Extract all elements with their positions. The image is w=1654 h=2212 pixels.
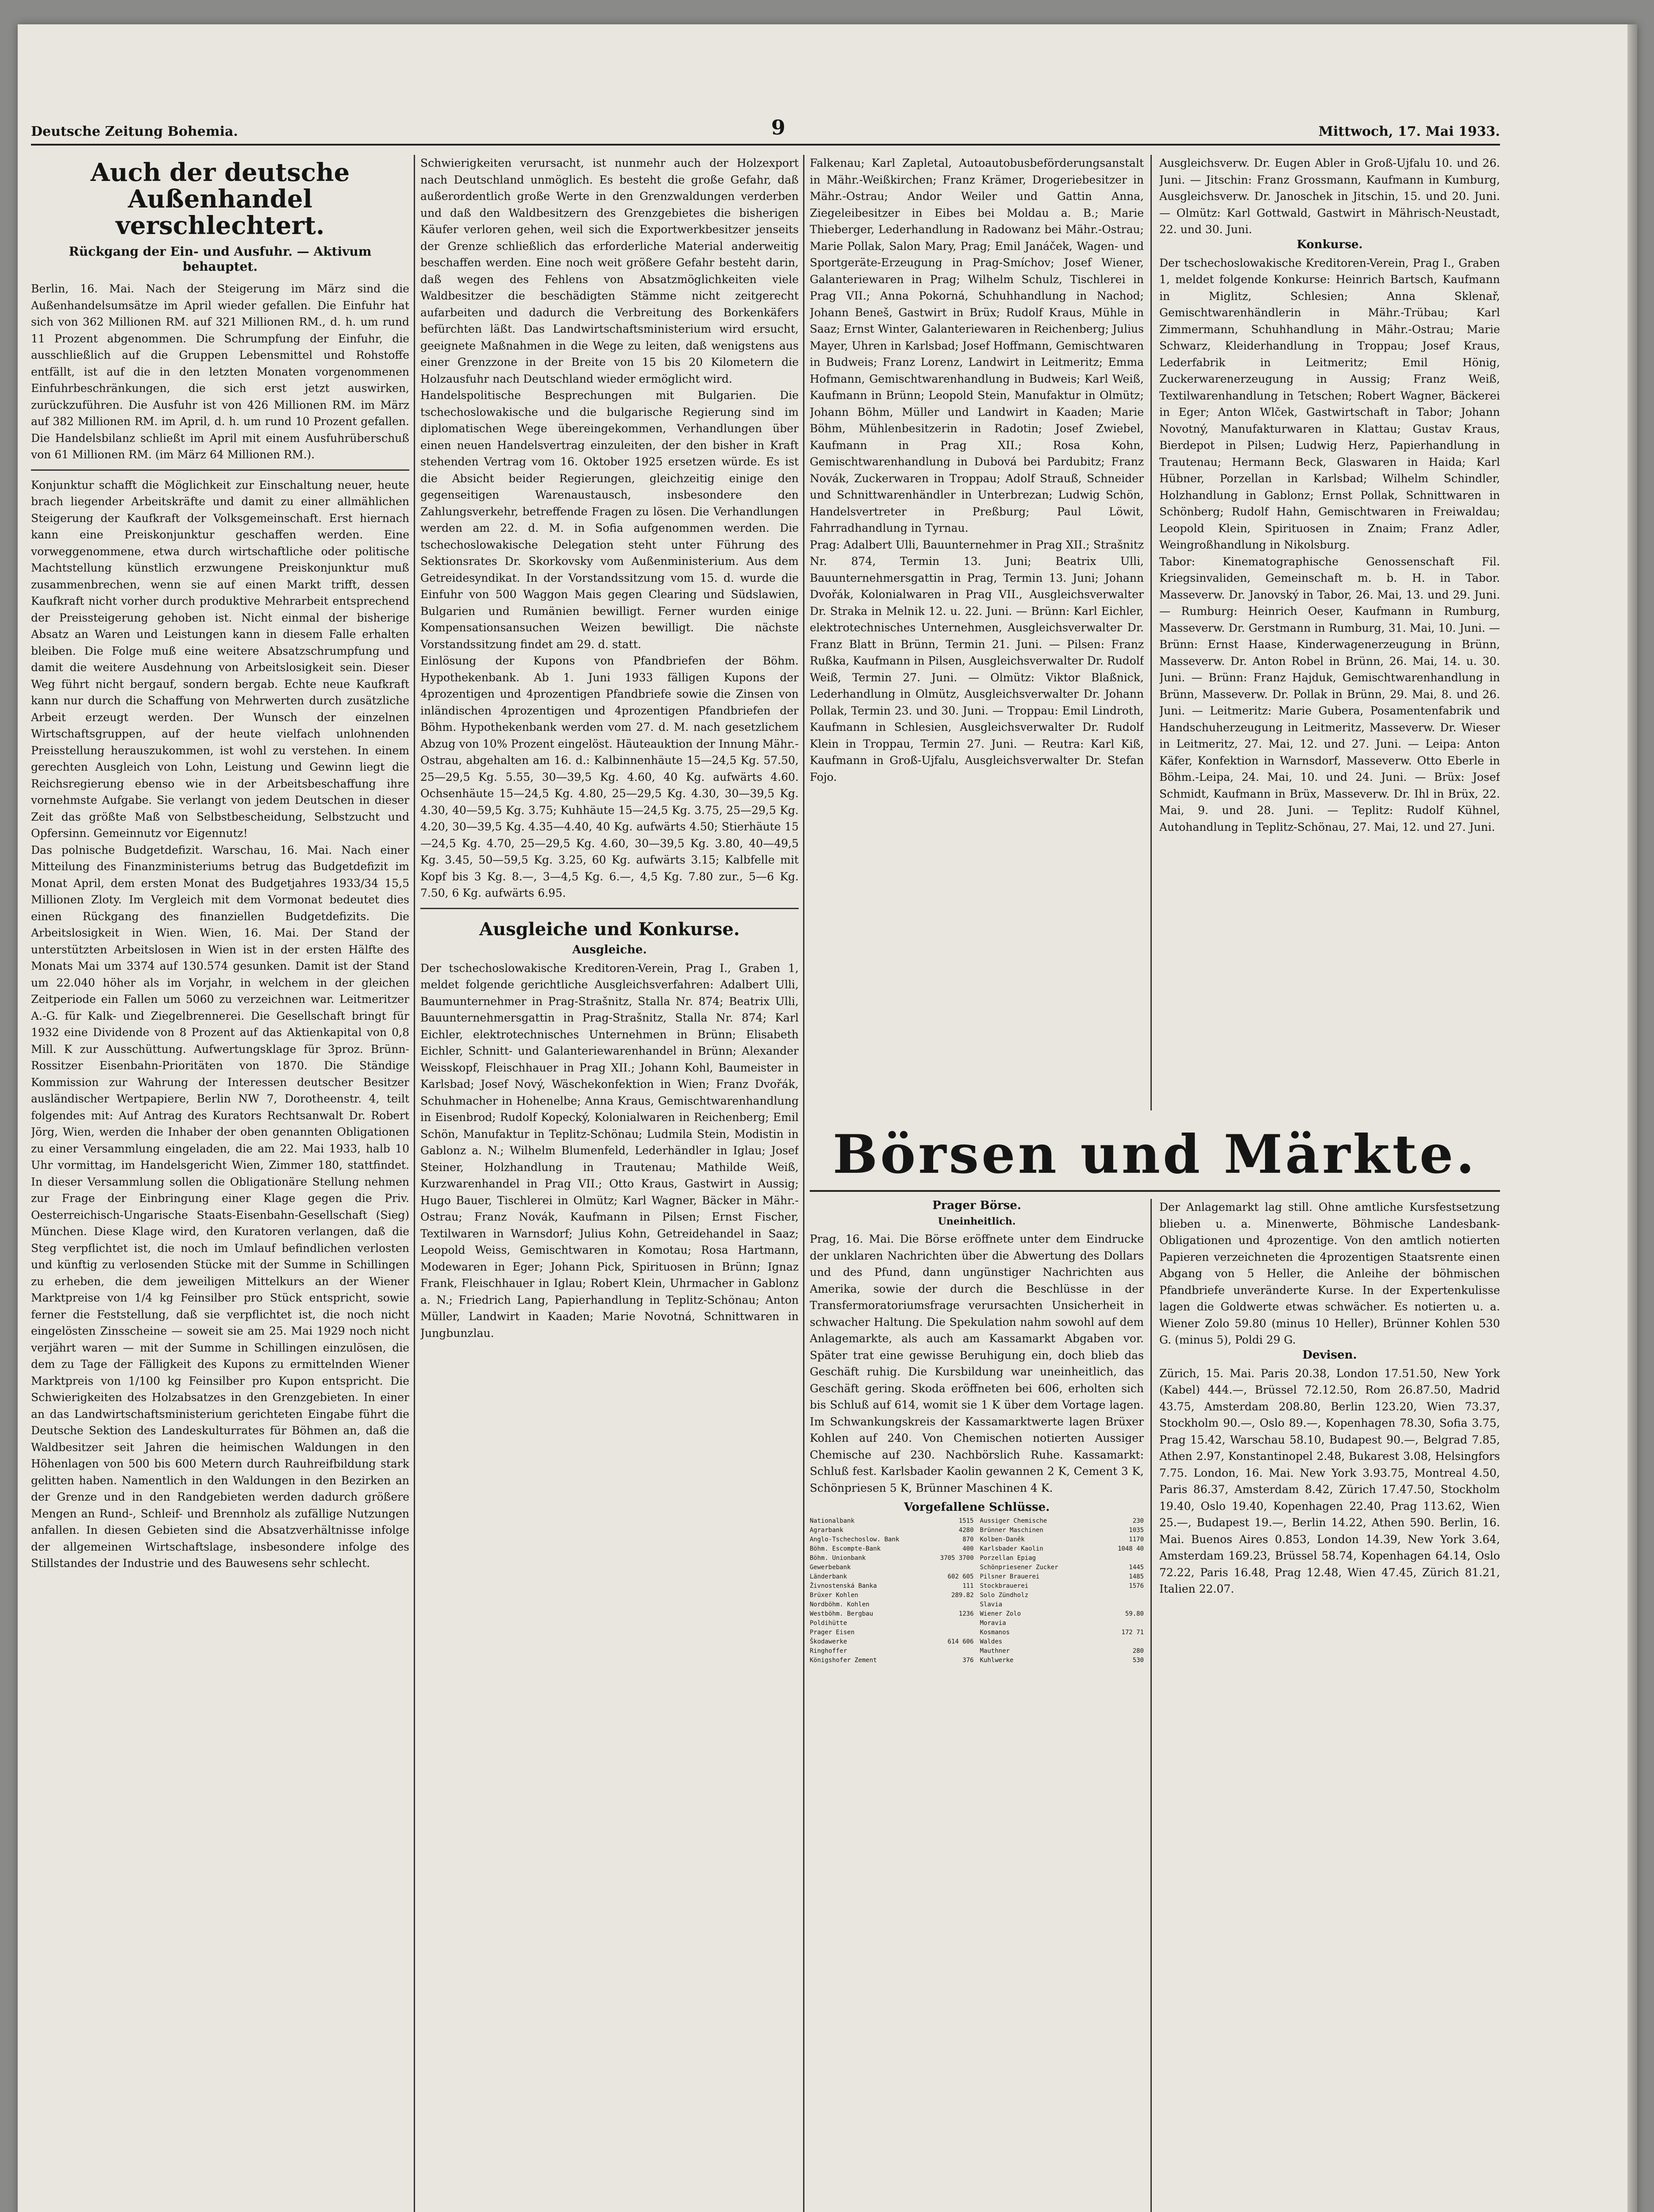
stock-name: Westböhm. Bergbau (810, 1610, 873, 1617)
stock-value: 1445 (1129, 1564, 1144, 1571)
stock-row (810, 1656, 974, 1665)
stock-name: Prager Eisen (810, 1629, 855, 1636)
stock-value: 1485 (1129, 1573, 1144, 1580)
stock-name: Poldihütte (810, 1620, 847, 1627)
stock-quotes-table (810, 1501, 1144, 1665)
stock-row (980, 1628, 1144, 1637)
section-sub-ausgleiche: Ausgleiche. (572, 943, 647, 956)
stock-row (810, 1619, 974, 1628)
article-bulgarien: Handelspolitische Besprechungen mit Bulgarien. Die tschechoslowakische und die bulgarische Regierung sind im diplomatischen Wege übereingekommen, Verhandlungen über einen neuen Handelsvertrag einzuleiten, der den bisher in Kraft stehenden Vertrag vom 16. Oktober 1925 ersetzen würde. Es ist die Absicht beider Regierungen, gleichzeitig einige den gegenseitigen Warenaustausch, insbesondere den Zahlungsverkehr, betreffende Fragen zu lösen. Die Verhandlungen werden am 22. d. M. in Sofia aufgenommen werden. Die tschechoslowakische Delegation steht unter Führung des Sektionsrates Dr. Skorkovsky vom Außenministerium. Aus dem Getreidesyndikat. In der Vorstandssitzung vom 15. d. wurde die Einfuhr von 500 Waggon Mais gegen Clearing und Südslawien, Bulgarien und Rumänien bewilligt. Ferner wurden einige Kompensationsansuchen Weizen bewilligt. Die nächste Vorstandssitzung findet am 29. d. statt. (420, 389, 799, 651)
stock-value: 59.80 (1125, 1610, 1144, 1617)
ausgleiche-list: Der tschechoslowakische Kreditoren-Verein, Prag I., Graben 1, meldet folgende gerichtliche Ausgleichsverfahren: Adalbert Ulli, Baumunternehmer in Prag-Strašnitz, Stalla Nr. 874; Beatrix Ulli, Bauunternehmersgattin in Prag-Strašnitz, Stalla Nr. 874; Karl Eichler, elektrotechnisches Unternehmen in Brünn; Elisabeth Eichler, Schnitt- und Galanteriewarenhandel in Brünn; Alexander Weisskopf, Fleischhauer in Prag XII.; Johann Kohl, Baumeister in Karlsbad; Josef Nový, Wäschekonfektion in Wien; Franz Dvořák, Schuhmacher in Hohenelbe; Anna Kraus, Gemischtwarenhandlung in Eisenbrod; Rudolf Kopecký, Kolonialwaren in Reichenberg; Emil Schön, Manufaktur in Teplitz-Schönau; Ludmila Stein, Modistin in Gablonz a. N.; Wilhelm Blumenfeld, Lederhändler in Iglau; Josef Steiner, Holzhandlung in Trautenau; Mathilde Weiß, Kurzwarenhandel in Prag VII.; Otto Kraus, Gastwirt in Aussig; Hugo Bauer, Tischlerei in Olmütz; Karl Wagner, Bäcker in Mähr.-Ostrau; Franz Novák, Kaufmann in Pilsen; Ernst Fischer, Textilwaren in Warnsdorf; Julius Kohn, Getreidehandel in Saaz; Leopold Weiss, Gemischtwaren in Komotau; Rosa Hartmann, Modewaren in Eger; Johann Pick, Spirituosen in Brünn; Ignaz Frank, Fleischhauer in Iglau; Robert Klein, Uhrmacher in Gablonz a. N.; Friedrich Lang, Papierhandlung in Teplitz-Schönau; Anton Müller, Landwirt in Kaaden; Marie Novotná, Schnittwaren in Jungbunzlau. (420, 961, 799, 1340)
column-divider (31, 469, 409, 471)
article-konjunktur: Konjunktur schafft die Möglichkeit zur Einschaltung neuer, heute brach liegender Arbeitskräfte und damit zu einer allmählichen Steigerung der Kaufkraft der Volksgemeinschaft. Erst hiernach kann eine Preiskonjunktur geschaffen werden. Eine vorweggenommene, etwa durch wirtschaftliche oder politische Machtstellung künstlich erzwungene Preiskonjunktur muß zusammenbrechen, wenn sie auf einen Markt trifft, dessen Kaufkraft nicht vorher durch produktive Mehrarbeit entsprechend der Preissteigerung gehoben ist. Nicht einmal der bisherige Absatz an Waren und Leistungen kann in diesem Falle erhalten bleiben. Die Folge muß eine weitere Absatzschrumpfung und damit die weitere Ausdehnung von Arbeitslosigkeit sein. Dieser Weg führt nicht bergauf, sondern bergab. Echte neue Kaufkraft kann nur durch die Schaffung von Mehrwerten durch zusätzliche Arbeit erzeugt werden. Der Wunsch der einzelnen Wirtschaftsgruppen, auf der heute vielfach unlohnenden Preisstellung herauszukommen, ist wohl zu verstehen. In einem gerechten Ausgleich von Lohn, Leistung und Gewinn liegt die Reichsregierung ebenso wie in der Arbeitsbeschaffung ihre vornehmste Aufgabe. Sie verlangt von jedem Deutschen in dieser Zeit das größte Maß von Selbstbescheidung, Selbstzucht und Opfersinn. Gemeinnutz vor Eigennutz! (31, 478, 409, 840)
stock-value: 376 (962, 1657, 974, 1664)
stock-column (810, 1517, 974, 1665)
stock-row (980, 1572, 1144, 1582)
stock-name: Agrarbank (810, 1527, 843, 1534)
headline-aussenhandel: Auch der deutsche Außenhandel verschlechtert. (90, 158, 350, 240)
stock-value: 602 605 (947, 1573, 974, 1580)
column-3-upper (810, 155, 1144, 1110)
stock-value: 870 (962, 1536, 974, 1543)
stock-row (980, 1563, 1144, 1572)
stock-name: Aussiger Chemische (980, 1517, 1047, 1525)
stock-row (810, 1647, 974, 1656)
article-aussenhandel: Berlin, 16. Mai. Nach der Steigerung im März sind die Außenhandelsumsätze im April wieder gefallen. Die Einfuhr hat sich von 362 Millionen RM. auf 321 Millionen RM., d. h. um rund 11 Prozent abgenommen. Die Schrumpfung der Einfuhr, die ausschließlich auf die Gruppen Lebensmittel und Rohstoffe entfällt, ist auf die in den letzten Monaten vorgenommenen Einfuhrbeschränkungen, die sich erst jetzt auswirken, zurückzuführen. Die Ausfuhr ist von 426 Millionen RM. im März auf 382 Millionen RM. im April, d. h. um rund 10 Prozent gefallen. Die Handelsbilanz schließt im April mit einem Ausfuhrüberschuß von 61 Millionen RM. (im März 64 Millionen RM.). (31, 282, 409, 461)
issue-date: Mittwoch, 17. Mai 1933. (1318, 124, 1500, 139)
section-banner-boersen: Börsen und Märkte. (832, 1123, 1477, 1186)
stock-value: 289.82 (951, 1592, 974, 1599)
stock-value: 1576 (1129, 1582, 1144, 1590)
stock-value: 1035 (1129, 1527, 1144, 1534)
column-separator (1150, 1199, 1152, 2212)
stock-value: 1170 (1129, 1536, 1144, 1543)
column-4-upper (1159, 155, 1500, 1110)
stock-column (980, 1517, 1144, 1665)
notices-column-2: Einlösung der Kupons von Pfandbriefen der Böhm. Hypothekenbank. Ab 1. Juni 1933 fälligen Kupons der 4prozentigen und 4prozentigen Pfandbriefe sowie die Zinsen von inländischen 4prozentigen und 4prozentigen Pfandbriefen der Böhm. Hypothekenbank werden vom 27. d. M. nach gesetzlichem Abzug von 10% Prozent eingelöst. Häuteauktion der Innung Mähr.-Ostrau, abgehalten am 16. d.: Kalbinnenhäute 15—24,5 Kg. 57.50, 25—29,5 Kg. 5.55, 30—39,5 Kg. 4.60, 40 Kg. aufwärts 4.60. Ochsenhäute 15—24,5 Kg. 4.80, 25—29,5 Kg. 4.30, 30—39,5 Kg. 4.30, 40—59,5 Kg. 3.75; Kuhhäute 15—24,5 Kg. 3.75, 25—29,5 Kg. 4.20, 30—39,5 Kg. 4.35—4.40, 40 Kg. aufwärts 4.50; Stierhäute 15—24,5 Kg. 4.70, 25—29,5 Kg. 4.60, 30—39,5 Kg. 3.80, 40—49,5 Kg. 3.45, 50—59,5 Kg. 3.25, 60 Kg. aufwärts 3.15; Kalbfelle mit Kopf bis 3 Kg. 8.—, 3—4,5 Kg. 6.—, 4,5 Kg. 7.80 zur., 5—6 Kg. 7.50, 6 Kg. aufwärts 6.95. (420, 654, 799, 899)
column-divider (420, 908, 799, 909)
stock-row (980, 1582, 1144, 1591)
ausgleiche-list-continued: Falkenau; Karl Zapletal, Autoautobusbeförderungsanstalt in Mähr.-Weißkirchen; Franz Krämer, Drogeriebesitzer in Mähr.-Ostrau; Andor Weiler und Gattin Anna, Ziegeleibesitzer in Eibes bei Moldau a. B.; Marie Thieberger, Lederhandlung in Radowanz bei Mähr.-Ostrau; Marie Pollak, Salon Mary, Prag; Emil Janáček, Wagen- und Sportgeräte-Erzeugung in Prag-Smíchov; Josef Wiener, Galanteriewaren in Prag; Wilhelm Schulz, Tischlerei in Prag VII.; Anna Pokorná, Schuhhandlung in Nachod; Johann Beneš, Gastwirt in Brüx; Rudolf Kraus, Mühle in Saaz; Ernst Winter, Galanteriewaren in Reichenberg; Julius Mayer, Uhren in Karlsbad; Josef Hoffmann, Gemischtwaren in Budweis; Franz Lorenz, Landwirt in Leitmeritz; Emma Hofmann, Gemischtwarenhandlung in Budweis; Karl Weiß, Kaufmann in Brünn; Leopold Stein, Manufaktur in Olmütz; Johann Böhm, Müller und Landwirt in Kaaden; Marie Böhm, Mühlenbesitzerin in Radotin; Josef Zwiebel, Kaufmann in Prag XII.; Rosa Kohn, Gemischtwarenhandlung in Dubová bei Pardubitz; Franz Novák, Zuckerwaren in Troppau; Adolf Strauß, Schneider und Schnittwarenhändler in Unterbrezan; Ludwig Schön, Handelsvertreter in Preßburg; Paul Löwit, Fahrradhandlung in Tyrnau. (810, 157, 1144, 534)
stock-row (810, 1526, 974, 1535)
stock-row (980, 1544, 1144, 1554)
newspaper-name: Deutsche Zeitung Bohemia. (31, 124, 238, 139)
stock-name: Wiener Zolo (980, 1610, 1021, 1617)
stock-name: Moravia (980, 1620, 1006, 1627)
stock-value: 230 (1132, 1517, 1144, 1525)
column-4-lower (1159, 1199, 1500, 2212)
stock-row (810, 1535, 974, 1544)
stock-name: Slavia (980, 1601, 1003, 1608)
stock-name: Kosmanos (980, 1629, 1010, 1636)
stock-name: Škodawerke (810, 1638, 847, 1645)
stock-row (810, 1591, 974, 1600)
ausgleiche-termine: Prag: Adalbert Ulli, Bauunternehmer in Prag XII.; Strašnitz Nr. 874, Termin 13. Juni; Beatrix Ulli, Bauunternehmersgattin in Prag, Termin 13. Juni; Johann Dvořák, Kolonialwaren in Prag VII., Ausgleichsverwalter Dr. Straka in Melnik 12. u. 22. Juni. — Brünn: Karl Eichler, elektrotechnisches Unternehmen, Ausgleichsverwalter Dr. Franz Blatt in Brünn, Termin 21. Juni. — Pilsen: Franz Rußka, Kaufmann in Pilsen, Ausgleichsverwalter Dr. Rudolf Weiß, Termin 27. Juni. — Olmütz: Viktor Blaßnick, Lederhandlung in Olmütz, Ausgleichsverwalter Dr. Johann Pollak, Termin 23. und 30. Juni. — Troppau: Emil Lindroth, Kaufmann in Schlesien, Ausgleichsverwalter Dr. Rudolf Klein in Troppau, Termin 27. Juni. — Reutra: Karl Kiß, Kaufmann in Groß-Ujfalu, Ausgleichsverwalter Dr. Stefan Fojo. (810, 538, 1144, 783)
stock-name: Königshofer Zement (810, 1657, 877, 1664)
stock-row (810, 1582, 974, 1591)
stock-row (980, 1600, 1144, 1609)
prager-boerse-report: Prag, 16. Mai. Die Börse eröffnete unter dem Eindrucke der unklaren Nachrichten über die Abwertung des Dollars und des Pfund, dann ungünstiger Nachrichten aus Amerika, sowie der durch die Beschlüsse in der Transfermoratoriumsfrage verursachten Unsicherheit in schwacher Haltung. Die Spekulation nahm sowohl auf dem Anlagemarkte, als auch am Kassamarkt Abgaben vor. Später trat eine gewisse Beruhigung ein, doch blieb das Geschäft ruhig. Die Kursbildung war uneinheitlich, das Geschäft gering. Skoda eröffneten bei 606, erholten sich bis Schluß auf 614, womit sie 1 K über dem Vortage lagen. Im Schwankungskreis der Kassamarktwerte lagen Brüxer Kohlen auf 240. Von Chemischen notierten Aussiger Chemische auf 230. Nachbörslich Ruhe. Kassamarkt: Schluß fest. Karlsbader Kaolin gewannen 2 K, Cement 3 K, Schönpriesen 5 K, Brünner Maschinen 4 K. (810, 1233, 1144, 1494)
column-1 (31, 155, 409, 2212)
stock-row (980, 1619, 1144, 1628)
ausgleiche-termine-continued: Ausgleichsverw. Dr. Eugen Abler in Groß-Ujfalu 10. und 26. Juni. — Jitschin: Franz Grossmann, Kaufmann in Kumburg, Ausgleichsverw. Dr. Janoschek in Jitschin, 15. und 20. Juni. — Olmütz: Karl Gottwald, Gastwirt in Mährisch-Neustadt, 22. und 30. Juni. (1159, 157, 1500, 236)
stock-name: Kuhlwerke (980, 1657, 1014, 1664)
section-title-ausgleiche: Ausgleiche und Konkurse. (479, 918, 740, 940)
stock-row (810, 1600, 974, 1609)
stock-row (810, 1554, 974, 1563)
column-3-lower (810, 1199, 1144, 2212)
stock-row (980, 1637, 1144, 1647)
stock-value: 172 71 (1121, 1629, 1144, 1636)
page-header (31, 113, 1500, 139)
stock-row (980, 1656, 1144, 1665)
stock-value: 3705 3700 (940, 1555, 974, 1562)
prager-boerse-title: Prager Börse. (932, 1199, 1021, 1212)
stock-value: 4280 (958, 1527, 974, 1534)
stock-name: Länderbank (810, 1573, 847, 1580)
stock-value: 111 (962, 1582, 974, 1590)
stock-name: Kolben-Daněk (980, 1536, 1025, 1543)
stock-name: Pilsner Brauerei (980, 1573, 1040, 1580)
stock-value: 1515 (958, 1517, 974, 1525)
stock-row (810, 1544, 974, 1554)
konkurse-termine: Tabor: Kinematographische Genossenschaft Fil. Kriegsinvaliden, Gemeinschaft m. b. H. in Tabor. Masseverw. Dr. Janovský in Tabor, 26. Mai, 13. und 29. Juni. — Rumburg: Heinrich Oeser, Kaufmann in Rumburg, Masseverw. Dr. Gerstmann in Rumburg, 31. Mai, 10. Juni. — Brünn: Ernst Haase, Kinderwagenerzeugung in Brünn, Masseverw. Dr. Anton Robel in Brünn, 26. Mai, 14. u. 30. Juni. — Brünn: Franz Hajduk, Gemischtwarenhandlung in Brünn, Masseverw. Dr. Pollak in Brünn, 29. Mai, 8. und 26. Juni. — Leitmeritz: Marie Gubera, Posamentenfabrik und Handschuherzeugung in Leitmeritz, Masseverw. Dr. Wieser in Leitmeritz, 27. Mai, 12. und 27. Juni. — Leipa: Anton Käfer, Konfektion in Warnsdorf, Masseverw. Otto Eberle in Böhm.-Leipa, 24. Mai, 10. und 24. Juni. — Brüx: Josef Schmidt, Kaufmann in Brüx, Masseverw. Dr. Ihl in Brüx, 22. Mai, 9. und 28. Juni. — Teplitz: Rudolf Kühnel, Autohandlung in Teplitz-Schönau, 27. Mai, 12. und 27. Juni. (1159, 555, 1500, 833)
stock-name: Brünner Maschinen (980, 1527, 1043, 1534)
stock-name: Karlsbader Kaolin (980, 1545, 1043, 1552)
stock-name: Porzellan Epiag (980, 1555, 1036, 1562)
stock-name: Brüxer Kohlen (810, 1592, 858, 1599)
stock-row (980, 1554, 1144, 1563)
anlagemarkt-report: Der Anlagemarkt lag still. Ohne amtliche Kursfestsetzung blieben u. a. Minenwerte, Böhmische Landesbank-Obligationen und 4prozentige. Von den amtlich notierten Papieren verzeichneten die 4prozentigen Staatsrente einen Abgang von 5 Heller, die Anleihe der böhmischen Pfandbriefe unveränderte Kurse. In der Expertenkulisse lagen die Goldwerte etwas schwächer. Es notierten u. a. Wiener Zolo 59.80 (minus 10 Heller), Brünner Kohlen 530 G. (minus 5), Poldi 29 G. (1159, 1201, 1500, 1346)
stock-value: 530 (1132, 1657, 1144, 1664)
stock-row (810, 1517, 974, 1526)
stock-rows (810, 1517, 1144, 1665)
subhead-aussenhandel: Rückgang der Ein- und Ausfuhr. — Aktivum behauptet. (69, 244, 372, 274)
column-2 (420, 155, 799, 2212)
section-title-konkurse: Konkurse. (1296, 238, 1363, 251)
stock-name: Waldes (980, 1638, 1003, 1645)
stock-value: 280 (1132, 1647, 1144, 1655)
header-rule (31, 144, 1500, 146)
stock-row (980, 1517, 1144, 1526)
banner-rule (810, 1190, 1500, 1192)
stock-value: 1048 40 (1117, 1545, 1144, 1552)
stock-name: Schönpriesener Zucker (980, 1564, 1058, 1571)
page-number: 9 (771, 115, 785, 139)
stock-value: 1236 (958, 1610, 974, 1617)
konkurse-list: Der tschechoslowakische Kreditoren-Verein, Prag I., Graben 1, meldet folgende Konkurse: Heinrich Bartsch, Kaufmann in Miglitz, Schlesien; Anna Sklenař, Gemischtwarenhändlerin in Mähr.-Trübau; Karl Zimmermann, Schuhhandlung in Mähr.-Ostrau; Marie Schwarz, Kleiderhandlung in Troppau; Josef Kraus, Lederfabrik in Leitmeritz; Emil Hönig, Zuckerwarenerzeugung in Aussig; Franz Weiß, Textilwarenhandlung in Tetschen; Robert Wagner, Bäckerei in Eger; Anton Wlček, Gastwirtschaft in Tabor; Johann Novotný, Manufakturwaren in Klattau; Gustav Kraus, Bierdepot in Pilsen; Ludwig Herz, Papierhandlung in Trautenau; Hermann Beck, Glaswaren in Haida; Karl Hübner, Porzellan in Karlsbad; Wilhelm Schindler, Holzhandlung in Gablonz; Ernst Pollak, Schnittwaren in Schönberg; Rudolf Hahn, Gemischtwaren in Freiwaldau; Leopold Klein, Spirituosen in Znaim; Franz Adler, Weingroßhandlung in Nikolsburg. (1159, 256, 1500, 551)
stock-name: Stockbrauerei (980, 1582, 1029, 1590)
article-holzabsatz: Schwierigkeiten verursacht, ist nunmehr auch der Holzexport nach Deutschland unmöglich. Es besteht die große Gefahr, daß außerordentlich große Werte in den Grenzwaldungen verderben und daß den Waldbesitzern des Grenzgebietes die bisherigen Käufer verloren gehen, weil sich die Exportwerkbesitzer jenseits der Grenze schließlich das erforderliche Material anderweitig beschaffen werden. Eine noch weit größere Gefahr besteht darin, daß wegen des Fehlens von Absatzmöglichkeiten viele Waldbesitzer die beschädigten Stämme nicht zeitgerecht aufarbeiten und dadurch die Verbreitung des Borkenkäfers befürchten läßt. Das Landwirtschaftsministerium wird ersucht, geeignete Maßnahmen in die Wege zu leiten, daß wenigstens aus einer Grenzzone in der Breite von 15 bis 20 Kilometern die Holzausfuhr nach Deutschland wieder ermöglicht wird. (420, 157, 799, 385)
stock-name: Mauthner (980, 1647, 1010, 1655)
stock-name: Anglo-Tschechoslow. Bank (810, 1536, 900, 1543)
stock-name: Živnostenská Banka (810, 1582, 877, 1590)
stock-row (810, 1628, 974, 1637)
devisen-title: Devisen. (1302, 1348, 1357, 1362)
stock-name: Solo Zündholz (980, 1592, 1029, 1599)
stock-name: Nationalbank (810, 1517, 855, 1525)
stock-row (980, 1609, 1144, 1619)
stock-row (810, 1637, 974, 1647)
stock-table-title: Vorgefallene Schlüsse. (904, 1501, 1050, 1514)
stock-row (980, 1526, 1144, 1535)
prager-boerse-sub: Uneinheitlich. (938, 1216, 1016, 1227)
column-separator (414, 155, 415, 2212)
stock-value: 400 (962, 1545, 974, 1552)
column-separator (803, 155, 804, 2212)
stock-row (980, 1591, 1144, 1600)
notices-column-1: Das polnische Budgetdefizit. Warschau, 16. Mai. Nach einer Mitteilung des Finanzministeriums betrug das Budgetdefizit im Monat April, dem ersten Monat des Budgetjahres 1933/34 15,5 Millionen Zloty. Im Vergleich mit dem Vormonat bedeutet dies einen Rückgang des finanziellen Budgetdefizits. Die Arbeitslosigkeit in Wien. Wien, 16. Mai. Der Stand der unterstützten Arbeitslosen in Wien ist in der ersten Hälfte des Monats Mai um 3374 auf 130.574 gesunken. Damit ist der Stand um 22.040 höher als im Vorjahr, in welchem in der gleichen Zeitperiode ein Fallen um 5060 zu verzeichnen war. Leitmeritzer A.-G. für Kalk- und Ziegelbrennerei. Die Gesellschaft bringt für 1932 eine Dividende von 8 Prozent auf das Aktienkapital von 0,8 Mill. K zur Ausschüttung. Aufwertungsklage für 3proz. Brünn-Rossitzer Eisenbahn-Prioritäten von 1870. Die Ständige Kommission zur Wahrung der Interessen deutscher Besitzer ausländischer Wertpapiere, Berlin NW 7, Dorotheenstr. 4, teilt folgendes mit: Auf Antrag des Kurators Rechtsanwalt Dr. Robert Jörg, Wien, werden die Inhaber der oben genannten Obligationen zu einer Versammlung eingeladen, die am 22. Mai 1933, halb 10 Uhr vormittag, im Handelsgericht Wien, Zimmer 180, stattfindet. In dieser Versammlung sollen die Obligationäre Stellung nehmen zur Frage der Einbringung einer Klage gegen die Priv. Oesterreichisch-Ungarische Staats-Eisenbahn-Gesellschaft (Sieg) München. Diese Klage wird, den Kuratoren verlangen, daß die Steg verpflichtet ist, die noch im Umlauf befindlichen verlosten und künftig zu verlosenden Stücke mit der Summe in Schillingen zu erheben, die dem jeweiligen Mittelkurs an der Wiener Marktpreise von 1/4 kg Feinsilber pro Stück entspricht, sowie ferner die Feststellung, daß sie verpflichtet ist, die noch nicht eingelösten Zinsscheine — soweit sie am 25. Mai 1929 noch nicht verjährt waren — mit der Summe in Schillingen einzulösen, die dem zu Tage der Fälligkeit des Kupons zu ermittelnden Wiener Marktpreis von 1/100 kg Feinsilber pro Kupon entspricht. Die Schwierigkeiten des Holzabsatzes in den Grenzgebieten. In einer an das Landwirtschaftsministerium gerichteten Eingabe führt die Deutsche Sektion des Landeskulturrates für Böhmen an, daß die Waldbesitzer seit Jahren die heimischen Waldungen in den Höhenlagen von 500 bis 600 Metern durch Rauhreifbildung stark gelitten haben. Namentlich in den Waldungen in den Bezirken an der Grenze und in den Randgebieten werden dadurch größere Mengen an Rund-, Schleif- und Brennholz als zufällige Nutzungen anfallen. In diesen Gebieten sind die Absatzverhältnisse infolge der allgemeinen Wirtschaftslage, insbesondere infolge des Stillstandes der Industrie und des Bauwesens sehr schlecht. (31, 843, 409, 1570)
stock-name: Ringhoffer (810, 1647, 847, 1655)
stock-row (810, 1609, 974, 1619)
stock-name: Nordböhm. Kohlen (810, 1601, 869, 1608)
stock-name: Böhm. Unionbank (810, 1555, 866, 1562)
stock-row (980, 1647, 1144, 1656)
stock-row (810, 1563, 974, 1572)
page-edge (1627, 24, 1637, 2212)
stock-name: Gewerbebank (810, 1564, 851, 1571)
stock-value: 614 606 (947, 1638, 974, 1645)
column-separator (1150, 155, 1152, 1110)
devisen-report: Zürich, 15. Mai. Paris 20.38, London 17.51.50, New York (Kabel) 444.—, Brüssel 72.12.50, Rom 26.87.50, Madrid 43.75, Amsterdam 208.80, Berlin 123.20, Wien 73.37, Stockholm 90.—, Oslo 89.—, Kopenhagen 78.30, Sofia 3.75, Prag 15.42, Warschau 58.10, Budapest 90.—, Belgrad 7.85, Athen 2.97, Konstantinopel 2.48, Bukarest 3.08, Helsingfors 7.75. London, 16. Mai. New York 3.93.75, Montreal 4.50, Paris 86.37, Amsterdam 8.42, Zürich 17.47.50, Stockholm 19.40, Oslo 19.40, Kopenhagen 22.40, Prag 113.62, Wien 25.—, Budapest 19.—, Berlin 14.22, Athen 590. Berlin, 16. Mai. Buenos Aires 0.853, London 14.39, New York 3.64, Amsterdam 169.23, Brüssel 58.74, Kopenhagen 64.14, Oslo 72.22, Paris 16.48, Prag 12.48, Wien 47.45, Zürich 81.21, Italien 22.07. (1159, 1367, 1500, 1595)
stock-row (980, 1535, 1144, 1544)
stock-name: Böhm. Escompte-Bank (810, 1545, 881, 1552)
stock-row (810, 1572, 974, 1582)
